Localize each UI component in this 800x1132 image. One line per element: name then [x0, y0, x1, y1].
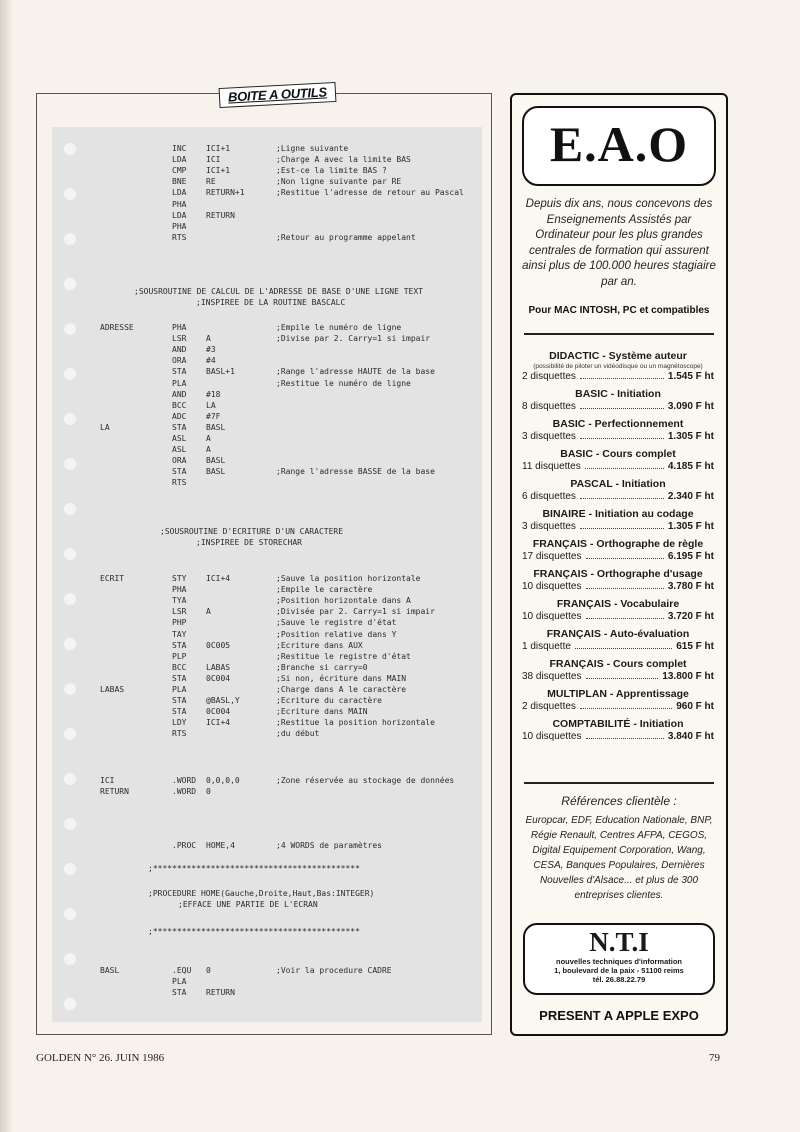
- code-arg: RETURN+1: [206, 188, 245, 198]
- code-comment: ;Charge A avec la limite BAS: [276, 155, 411, 165]
- code-label: ADRESSE: [100, 323, 134, 332]
- code-op: CMP: [172, 166, 187, 176]
- code-op: ASL: [172, 434, 187, 443]
- code-comment: ;du début: [276, 729, 320, 739]
- code-op: BCC: [172, 400, 187, 410]
- product-name: COMPTABILITÉ - Initiation: [552, 718, 684, 730]
- product-item: [522, 508, 714, 533]
- code-op: INC: [172, 144, 187, 153]
- code-op: PLA: [172, 977, 187, 987]
- divider: [524, 782, 714, 784]
- code-op: STY: [172, 574, 187, 583]
- divider: [524, 333, 714, 335]
- product-quantity: 6 disquettes: [522, 491, 576, 502]
- code-arg: ICI+1: [206, 144, 231, 153]
- code-arg: 0C004: [206, 673, 231, 683]
- product-row: [522, 641, 714, 653]
- code-op: PLA: [172, 685, 187, 694]
- code-arg: BASL: [206, 422, 226, 432]
- dot-leader: [586, 618, 664, 619]
- product-price: 3.780 F ht: [667, 581, 714, 592]
- code-line: [0, 344, 480, 355]
- code-comment: ;Sauve le registre d'état: [276, 618, 397, 628]
- product-item: [522, 598, 714, 623]
- comment-separator: ;*******************************************: [148, 927, 360, 936]
- code-op: ADC: [172, 411, 187, 421]
- product-price: 1.545 F ht: [667, 371, 714, 382]
- product-price: 3.720 F ht: [667, 611, 714, 622]
- code-op: STA: [172, 988, 187, 998]
- code-line: [0, 333, 480, 344]
- code-op: .WORD: [172, 787, 197, 797]
- hole-icon: [64, 863, 76, 875]
- code-comment: ;Restitue le registre d'état: [276, 651, 411, 661]
- code-comment: ;Position horizontale dans A: [276, 596, 411, 606]
- product-name: FRANÇAIS - Orthographe de règle: [532, 538, 704, 550]
- code-line: [0, 366, 480, 377]
- code-line: [0, 355, 480, 366]
- code-op: RTS: [172, 232, 187, 242]
- code-line: [0, 717, 480, 728]
- code-arg: #7F: [206, 411, 221, 421]
- company-address: 1, boulevard de la paix - 51100 reims: [554, 966, 684, 975]
- product-row: [522, 401, 714, 413]
- code-op: RTS: [172, 478, 187, 488]
- product-name: BINAIRE - Initiation au codage: [542, 508, 694, 520]
- code-op: BNE: [172, 177, 187, 187]
- routine-header: ;INSPIREE DE LA ROUTINE BASCALC: [196, 298, 346, 307]
- ad-logo-box: [522, 106, 716, 186]
- code-line: [0, 976, 480, 987]
- code-line: [0, 143, 480, 154]
- code-arg: BASL: [206, 456, 226, 466]
- product-item: [522, 418, 714, 443]
- code-op: ASL: [172, 445, 187, 455]
- code-arg: 0C005: [206, 640, 231, 650]
- code-arg: ICI+4: [206, 718, 231, 728]
- hole-icon: [64, 953, 76, 965]
- code-line: [0, 728, 480, 739]
- code-op: PLA: [172, 378, 187, 388]
- product-price: 6.195 F ht: [667, 551, 714, 562]
- code-label: LABAS: [100, 685, 125, 694]
- routine-header: ;EFFACE UNE PARTIE DE L'ECRAN: [178, 900, 318, 909]
- code-label: BASL: [100, 966, 120, 975]
- code-arg: 0C004: [206, 707, 231, 717]
- product-item: [522, 388, 714, 413]
- code-line: [0, 987, 480, 998]
- code-op: PHA: [172, 199, 187, 209]
- hole-icon: [64, 548, 76, 560]
- code-op: ORA: [172, 356, 187, 366]
- product-item: [522, 448, 714, 473]
- code-line: [0, 466, 480, 477]
- code-op: STA: [172, 673, 187, 683]
- company-tagline: nouvelles techniques d'information: [556, 957, 682, 966]
- code-comment: ;Sauve la position horizontale: [276, 574, 421, 583]
- product-name: BASIC - Initiation: [575, 388, 661, 400]
- product-quantity: 17 disquettes: [522, 551, 582, 562]
- code-line: [0, 232, 480, 243]
- code-arg: A: [206, 434, 211, 443]
- code-op: LSR: [172, 607, 187, 617]
- product-quantity: 10 disquettes: [522, 611, 582, 622]
- ad-platform: Pour MAC INTOSH, PC et compatibles: [528, 305, 710, 316]
- code-op: PHA: [172, 585, 187, 595]
- product-name: BASIC - Perfectionnement: [552, 418, 684, 430]
- code-op: TYA: [172, 596, 187, 606]
- code-line: [0, 673, 480, 684]
- code-op: AND: [172, 389, 187, 399]
- product-item: [522, 628, 714, 653]
- product-name: MULTIPLAN - Apprentissage: [547, 688, 689, 700]
- code-op: STA: [172, 467, 187, 477]
- ad-intro: Depuis dix ans, nous concevons des Enseignements Assistés par Ordinateur pour les plus grandes centrales de formation qui assurent ainsi plus de 100.000 heures stagiaire par an.: [522, 198, 716, 288]
- product-price: 1.305 F ht: [667, 431, 714, 442]
- product-name: BASIC - Cours complet: [560, 448, 676, 460]
- product-price: 4.185 F ht: [667, 461, 714, 472]
- code-arg: ICI+1: [206, 166, 231, 176]
- code-arg: 0: [206, 966, 211, 975]
- code-line: [0, 786, 480, 797]
- product-name: PASCAL - Initiation: [570, 478, 666, 490]
- code-op: STA: [172, 640, 187, 650]
- code-line: [0, 662, 480, 673]
- code-op: PHA: [172, 323, 187, 332]
- code-line: [0, 965, 480, 976]
- code-arg: A: [206, 445, 211, 455]
- product-row: [522, 371, 714, 383]
- product-quantity: 38 disquettes: [522, 671, 582, 682]
- dot-leader: [586, 678, 659, 679]
- code-comment: ;Position relative dans Y: [276, 629, 397, 639]
- product-name: FRANÇAIS - Cours complet: [549, 658, 687, 670]
- code-arg: ICI+4: [206, 574, 231, 583]
- code-op: LDA: [172, 155, 187, 165]
- product-row: [522, 551, 714, 563]
- refs-list: Europcar, EDF, Education Nationale, BNP, Régie Renault, Centres AFPA, CEGOS, Digital Equipement Corporation, Wang, CESA, Banques Populaires, Dernières Nouvelles d'Alsace... et plus de 300 entreprises clientes.: [525, 815, 713, 901]
- product-price: 3.090 F ht: [667, 401, 714, 412]
- code-arg: @BASL,Y: [206, 696, 240, 706]
- refs-title: Références clientèle :: [561, 794, 677, 808]
- product-quantity: 3 disquettes: [522, 431, 576, 442]
- code-op: STA: [172, 367, 187, 377]
- dot-leader: [586, 558, 664, 559]
- product-item: [522, 350, 714, 383]
- code-line: [0, 400, 480, 411]
- code-arg: ICI: [206, 155, 221, 165]
- code-line: [0, 187, 480, 198]
- product-quantity: 1 disquette: [522, 641, 571, 652]
- code-line: [0, 422, 480, 433]
- dot-leader: [575, 648, 672, 649]
- product-price: 13.800 F ht: [662, 671, 714, 682]
- expo-banner: PRESENT A APPLE EXPO: [539, 1008, 699, 1023]
- product-quantity: 11 disquettes: [522, 461, 581, 472]
- ad-title: E.A.O: [549, 116, 689, 172]
- product-name: FRANÇAIS - Vocabulaire: [556, 598, 680, 610]
- dot-leader: [580, 498, 664, 499]
- code-op: LDY: [172, 718, 187, 728]
- code-line: [0, 477, 480, 488]
- code-op: PLP: [172, 651, 187, 661]
- code-comment: ;Divisée par 2. Carry=1 si impair: [276, 607, 435, 617]
- code-comment: ;Range l'adresse BASSE de la base: [276, 467, 435, 477]
- dot-leader: [586, 738, 664, 739]
- code-op: STA: [172, 696, 187, 706]
- product-item: [522, 478, 714, 503]
- routine-header: ;PROCEDURE HOME(Gauche,Droite,Haut,Bas:INTEGER): [148, 889, 375, 898]
- code-comment: ;4 WORDS de paramètres: [276, 841, 382, 850]
- code-comment: ;Restitue la position horizontale: [276, 718, 435, 728]
- code-comment: ;Est-ce la limite BAS ?: [276, 166, 387, 176]
- code-line: [0, 378, 480, 389]
- code-comment: ;Branche si carry=0: [276, 662, 368, 672]
- code-arg: #3: [206, 345, 216, 355]
- product-row: [522, 731, 714, 743]
- code-line: [0, 629, 480, 640]
- code-arg: LABAS: [206, 662, 231, 672]
- product-row: [522, 611, 714, 623]
- code-line: [0, 165, 480, 176]
- routine-header: ;SOUSROUTINE D'ECRITURE D'UN CARACTERE: [160, 527, 344, 536]
- code-line: [0, 176, 480, 187]
- product-quantity: 3 disquettes: [522, 521, 576, 532]
- code-op: AND: [172, 345, 187, 355]
- code-arg: #4: [206, 356, 216, 366]
- code-line: [0, 221, 480, 232]
- code-comment: ;Ecriture du caractère: [276, 696, 382, 706]
- product-quantity: 2 disquettes: [522, 371, 576, 382]
- code-line: [0, 444, 480, 455]
- hole-icon: [64, 998, 76, 1010]
- code-line: [0, 775, 480, 786]
- code-label: ICI: [100, 776, 115, 785]
- code-arg: #18: [206, 389, 221, 399]
- comment-separator: ;*******************************************: [148, 864, 360, 873]
- product-price: 960 F ht: [676, 701, 714, 712]
- code-line: [0, 322, 480, 333]
- product-quantity: 10 disquettes: [522, 731, 582, 742]
- code-comment: ;Ecriture dans MAIN: [276, 707, 368, 717]
- product-name: FRANÇAIS - Auto-évaluation: [546, 628, 690, 640]
- code-op: .WORD: [172, 776, 197, 785]
- product-quantity: 2 disquettes: [522, 701, 576, 712]
- code-op: TAY: [172, 629, 187, 639]
- code-comment: ;Empile le numéro de ligne: [276, 323, 402, 332]
- hole-icon: [64, 278, 76, 290]
- code-line: [0, 389, 480, 400]
- code-op: LDA: [172, 210, 187, 220]
- routine-header: ;INSPIREE DE STORECHAR: [196, 538, 302, 547]
- code-comment: ;Non ligne suivante par RE: [276, 177, 402, 187]
- dot-leader: [580, 438, 664, 439]
- code-arg: 0: [206, 787, 211, 797]
- product-item: [522, 718, 714, 743]
- product-price: 2.340 F ht: [667, 491, 714, 502]
- code-line: [0, 199, 480, 210]
- code-op: .EQU: [172, 966, 192, 975]
- code-line: [0, 411, 480, 422]
- routine-header: ;SOUSROUTINE DE CALCUL DE L'ADRESSE DE BASE D'UNE LIGNE TEXT: [134, 287, 423, 296]
- code-line: [0, 695, 480, 706]
- dot-leader: [580, 708, 672, 709]
- product-item: [522, 568, 714, 593]
- code-arg: HOME,4: [206, 841, 235, 850]
- code-line: [0, 595, 480, 606]
- code-arg: BASL+1: [206, 367, 235, 377]
- company-phone: tél. 26.88.22.79: [592, 975, 646, 984]
- product-row: [522, 461, 714, 473]
- code-comment: ;Ligne suivante: [276, 144, 349, 153]
- code-op: STA: [172, 707, 187, 717]
- product-note: (possibilité de piloter un vidéodisque ou un magnétoscope): [533, 363, 703, 370]
- code-line: [0, 573, 480, 584]
- product-item: [522, 688, 714, 713]
- hole-icon: [64, 818, 76, 830]
- code-comment: ;Si non, écriture dans MAIN: [276, 673, 407, 683]
- code-comment: ;Retour au programme appelant: [276, 232, 416, 242]
- code-comment: ;Empile le caractère: [276, 585, 373, 595]
- code-arg: A: [206, 334, 211, 344]
- code-comment: ;Charge dans A le caractère: [276, 685, 407, 694]
- code-label: ECRIT: [100, 574, 125, 583]
- dot-leader: [580, 528, 664, 529]
- product-row: [522, 581, 714, 593]
- dot-leader: [580, 408, 664, 409]
- dot-leader: [586, 588, 664, 589]
- code-arg: A: [206, 607, 211, 617]
- product-price: 3.840 F ht: [667, 731, 714, 742]
- code-comment: ;Restitue le numéro de ligne: [276, 378, 411, 388]
- product-row: [522, 521, 714, 533]
- product-row: [522, 491, 714, 503]
- code-arg: RE: [206, 177, 216, 187]
- code-op: .PROC: [172, 841, 197, 850]
- code-op: RTS: [172, 729, 187, 739]
- code-arg: BASL: [206, 467, 226, 477]
- page-number: 79: [709, 1052, 720, 1064]
- product-price: 615 F ht: [676, 641, 714, 652]
- code-op: LDA: [172, 188, 187, 198]
- code-line: [0, 584, 480, 595]
- code-op: PHP: [172, 618, 187, 628]
- code-arg: 0,0,0,0: [206, 776, 240, 785]
- code-label: LA: [100, 422, 110, 432]
- code-arg: RETURN: [206, 988, 235, 998]
- code-op: ORA: [172, 456, 187, 466]
- product-quantity: 8 disquettes: [522, 401, 576, 412]
- code-arg: LA: [206, 400, 216, 410]
- product-row: [522, 671, 714, 683]
- product-quantity: 10 disquettes: [522, 581, 582, 592]
- code-line: [0, 617, 480, 628]
- hole-icon: [64, 503, 76, 515]
- code-line: [0, 606, 480, 617]
- code-op: PHA: [172, 221, 187, 231]
- hole-icon: [64, 908, 76, 920]
- product-row: [522, 431, 714, 443]
- code-line: [0, 640, 480, 651]
- company-box: [523, 923, 715, 995]
- code-op: STA: [172, 422, 187, 432]
- product-item: [522, 658, 714, 683]
- dot-leader: [580, 378, 664, 379]
- code-comment: ;Restitue l'adresse de retour au Pascal: [276, 188, 464, 198]
- product-list: [522, 350, 714, 748]
- code-line: [0, 651, 480, 662]
- product-price: 1.305 F ht: [667, 521, 714, 532]
- code-comment: ;Voir la procedure CADRE: [276, 966, 392, 975]
- code-arg: RETURN: [206, 210, 235, 220]
- code-line: [0, 706, 480, 717]
- code-comment: ;Range l'adresse HAUTE de la base: [276, 367, 435, 377]
- code-op: BCC: [172, 662, 187, 672]
- dot-leader: [585, 468, 664, 469]
- code-comment: ;Zone réservée au stockage de données: [276, 776, 455, 785]
- code-line: [0, 210, 480, 221]
- code-comment: ;Ecriture dans AUX: [276, 640, 363, 650]
- code-line: [0, 684, 480, 695]
- code-label: RETURN: [100, 787, 129, 797]
- code-line: [0, 154, 480, 165]
- code-line: [0, 433, 480, 444]
- product-name: FRANÇAIS - Orthographe d'usage: [533, 568, 703, 580]
- company-name: N.T.I: [589, 927, 649, 957]
- product-item: [522, 538, 714, 563]
- section-tag: BOITE A OUTILS: [219, 82, 337, 108]
- code-op: LSR: [172, 334, 187, 344]
- code-line: [0, 455, 480, 466]
- footer-issue: GOLDEN N° 26. JUIN 1986: [36, 1052, 165, 1064]
- product-row: [522, 701, 714, 713]
- product-name: DIDACTIC - Système auteur: [549, 350, 687, 362]
- code-comment: ;Divise par 2. Carry=1 si impair: [276, 334, 431, 344]
